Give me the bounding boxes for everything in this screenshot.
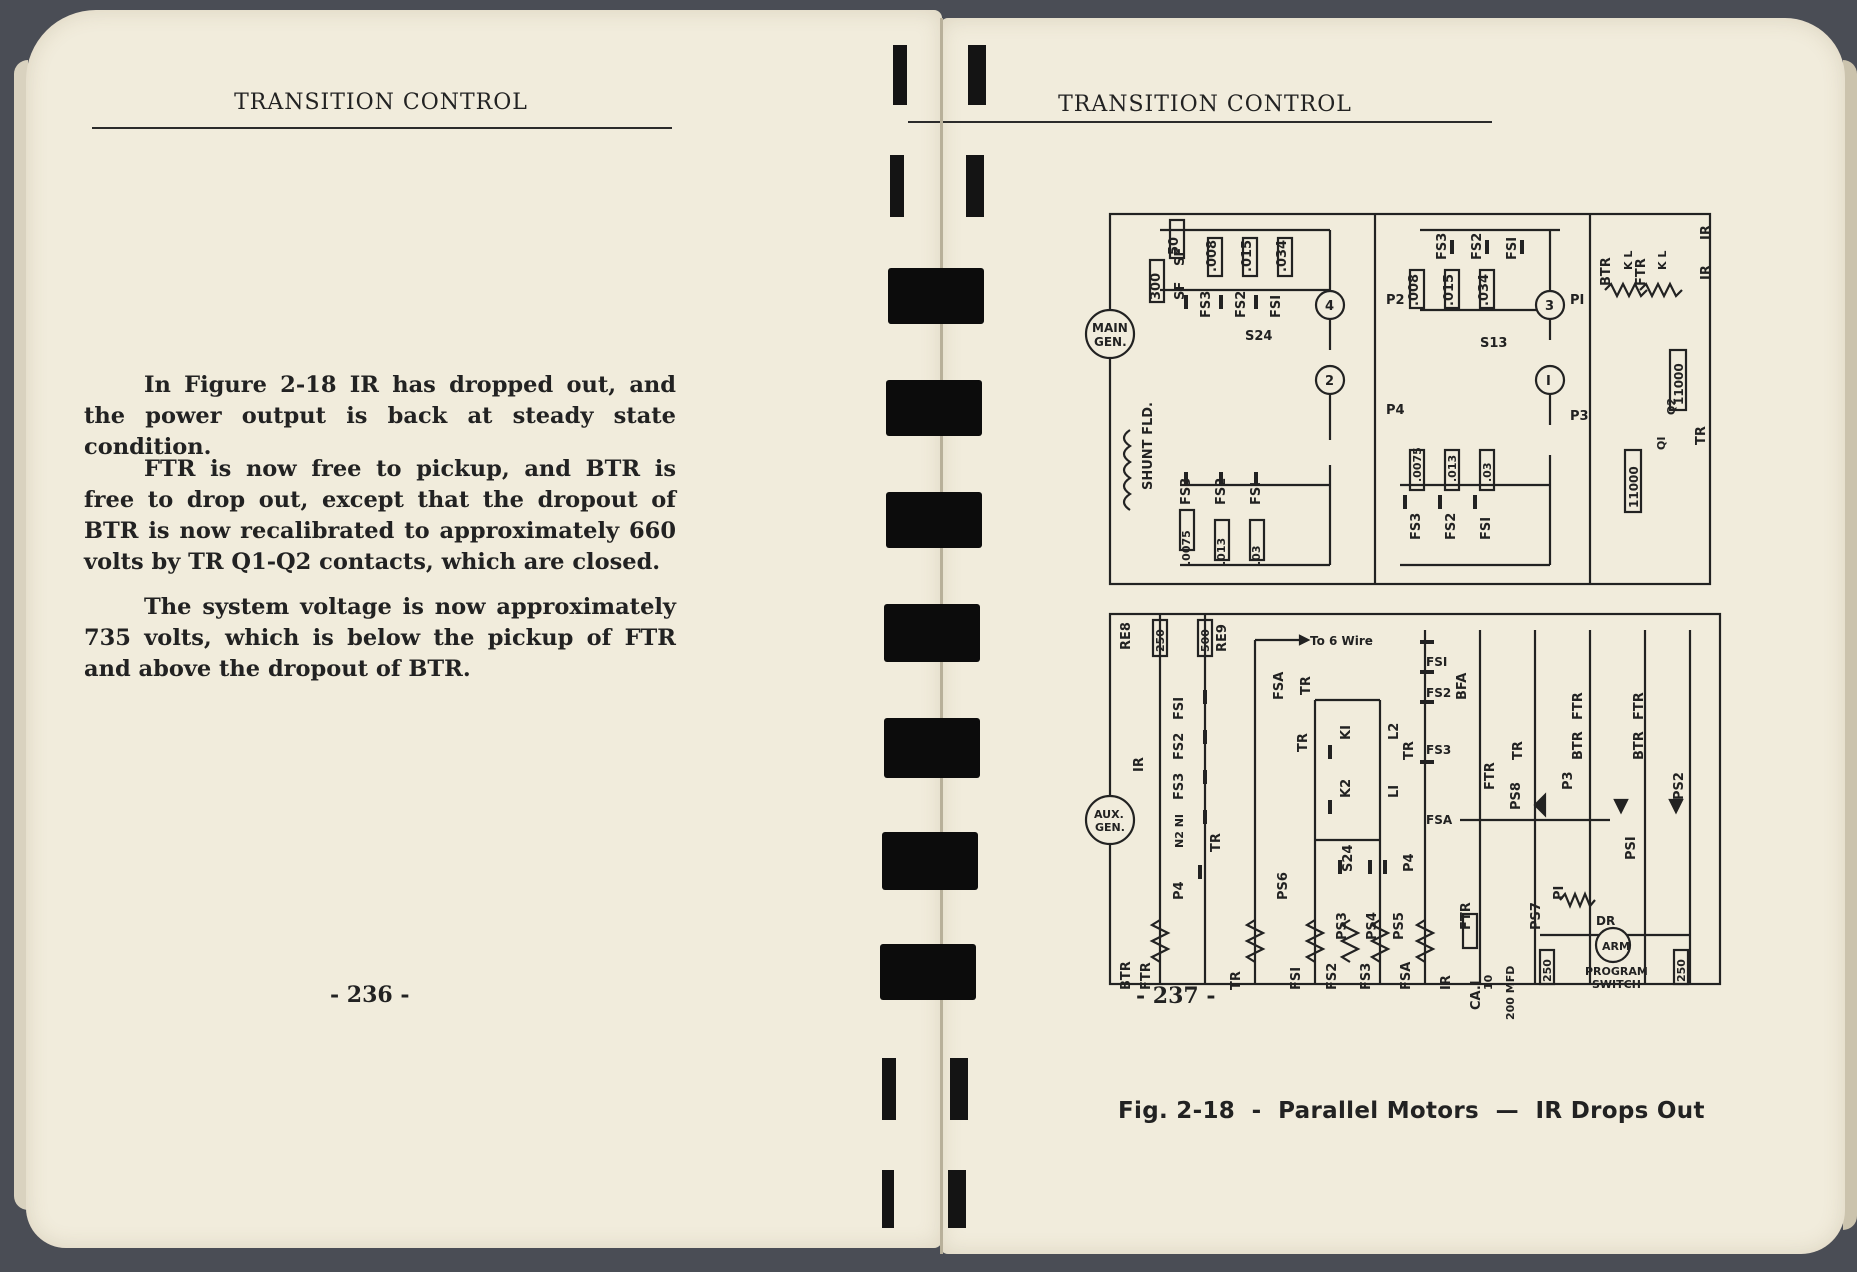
left-page	[26, 10, 942, 1248]
label-fs3-up: FS3	[1199, 290, 1214, 318]
binding-slot	[882, 1058, 896, 1120]
label-fsa-b: FSA	[1426, 813, 1453, 827]
label-p4-b: P4	[1172, 881, 1187, 900]
label-bfa: BFA	[1455, 672, 1470, 700]
label-s13: S13	[1480, 336, 1508, 351]
label-tr-up: TR	[1694, 426, 1709, 445]
label-q1: QI	[1655, 436, 1668, 450]
label-fs3-c: FS3	[1426, 743, 1452, 757]
parallel-motors-schematic	[1080, 200, 1740, 1070]
label-tr-g: TR	[1229, 971, 1244, 990]
label-fs2-c: FS2	[1426, 686, 1452, 700]
label-tr-f: TR	[1511, 741, 1526, 760]
label-to-6-wire: To 6 Wire	[1310, 634, 1373, 648]
label-ps8: PS8	[1509, 782, 1524, 810]
label-res-0075b: .0075	[1411, 447, 1424, 482]
binding-ring	[880, 944, 976, 1000]
label-ps2: PS2	[1672, 772, 1687, 800]
label-fs3-b: FS3	[1172, 772, 1187, 800]
label-ir-2: IR	[1699, 265, 1714, 280]
label-fs2-d: FS2	[1325, 962, 1340, 990]
label-sf-1: SF	[1173, 247, 1188, 266]
label-fs3-d: FS3	[1359, 962, 1374, 990]
label-fs2-low: FS2	[1214, 477, 1229, 505]
label-res-11000-b: 11000	[1627, 466, 1641, 508]
label-btr-c: BTR	[1632, 731, 1647, 760]
label-p4-c: P4	[1402, 853, 1417, 872]
label-l2: L2	[1387, 722, 1402, 740]
label-res-0075: .0075	[1180, 530, 1193, 565]
label-ps5: PS5	[1392, 912, 1407, 940]
label-fs3-low: FS3	[1179, 477, 1194, 505]
binding-slot	[893, 45, 907, 105]
label-ftr-e: FTR	[1459, 902, 1474, 930]
right-page-header: TRANSITION CONTROL	[1058, 92, 1352, 117]
label-ca1: CA.I	[1469, 980, 1484, 1010]
label-fs1-c: FSI	[1426, 655, 1448, 669]
label-p1: PI	[1570, 293, 1585, 308]
label-pi: PI	[1552, 885, 1567, 900]
binding-slot	[948, 1170, 966, 1228]
label-res-50: 50	[1167, 236, 1182, 255]
label-p4: P4	[1386, 403, 1405, 418]
binding-slot	[966, 155, 984, 217]
label-kl-2: K L	[1656, 250, 1669, 270]
label-main-gen-1: MAIN	[1092, 321, 1128, 335]
label-res-300: 300	[1149, 272, 1164, 300]
label-ps3: PS3	[1335, 912, 1350, 940]
page-number-left: - 236 -	[330, 982, 410, 1008]
label-re8: RE8	[1119, 622, 1134, 650]
label-ir-1: IR	[1699, 225, 1714, 240]
label-res-015: .015	[1240, 239, 1255, 272]
label-200mfd: 200 MFD	[1504, 965, 1517, 1020]
label-shunt-fld: SHUNT FLD.	[1141, 402, 1156, 490]
label-ftr-up: FTR	[1634, 258, 1649, 286]
label-fs1-up: FSI	[1269, 294, 1284, 318]
paragraph-2: FTR is now free to pickup, and BTR is free to drop out, except that the dropout of BTR is now recalibrated to approximately 660 volts by TR Q1-Q2 contacts, which are closed.	[84, 456, 676, 575]
label-fsa-a: FSA	[1272, 671, 1287, 700]
label-ps7: PS7	[1529, 902, 1544, 930]
label-ps6: PS6	[1276, 872, 1291, 900]
label-250-b: 250	[1541, 959, 1554, 982]
label-p2: P2	[1386, 293, 1405, 308]
label-motor-1: I	[1546, 374, 1551, 389]
label-res-03: .03	[1250, 545, 1263, 565]
label-fs1-up2: FSI	[1505, 236, 1520, 260]
label-res-03b: .03	[1481, 462, 1494, 482]
label-res-11000-a: 11000	[1672, 363, 1686, 405]
label-fs1-b: FSI	[1172, 696, 1187, 720]
label-res-013: .013	[1215, 537, 1228, 565]
label-res-015b: .015	[1442, 273, 1457, 306]
label-fs2-up: FS2	[1234, 290, 1249, 318]
label-fsa-c: FSA	[1399, 961, 1414, 990]
binding-ring	[886, 380, 982, 436]
label-res-013b: .013	[1446, 454, 1459, 482]
label-p3: P3	[1570, 409, 1589, 424]
label-motor-3: 3	[1545, 299, 1555, 314]
label-dr: DR	[1596, 914, 1616, 928]
label-fs2-b: FS2	[1172, 732, 1187, 760]
label-ftr-f: FTR	[1139, 962, 1154, 990]
label-motor-2: 2	[1325, 374, 1335, 389]
label-250-a: 250	[1154, 629, 1167, 652]
label-ftr-d: FTR	[1632, 692, 1647, 720]
left-page-header: TRANSITION CONTROL	[234, 90, 528, 115]
left-header-rule	[92, 127, 672, 129]
label-fs1-low2: FSI	[1479, 516, 1494, 540]
paragraph-1: In Figure 2-18 IR has dropped out, and the power output is back at steady state condition.	[84, 372, 676, 460]
label-btr-d: BTR	[1119, 961, 1134, 990]
binding-slot	[968, 45, 986, 105]
label-l1: LI	[1387, 784, 1402, 798]
binding-ring	[882, 832, 978, 890]
page-number-right: - 237 -	[1136, 983, 1216, 1009]
label-fs1-low: FSI	[1249, 481, 1264, 505]
label-kl-1: K L	[1622, 250, 1635, 270]
label-tr-c: TR	[1299, 676, 1314, 695]
binding-slot	[950, 1058, 968, 1120]
label-q2: Q2	[1665, 397, 1678, 415]
label-tr-e: TR	[1402, 741, 1417, 760]
label-p3-b: P3	[1561, 771, 1576, 790]
label-btr-up: BTR	[1599, 257, 1614, 286]
label-ps4: PS4	[1365, 912, 1380, 940]
label-n2n1: N2 NI	[1173, 814, 1186, 848]
label-res-034: .034	[1275, 239, 1290, 272]
label-250-c: 250	[1675, 959, 1688, 982]
label-fs2-low2: FS2	[1444, 512, 1459, 540]
label-switch: SWITCH	[1592, 978, 1641, 991]
label-s24: S24	[1245, 329, 1273, 344]
label-cap-10: 10	[1482, 974, 1495, 990]
label-tr-d: TR	[1296, 733, 1311, 752]
label-ftr-c: FTR	[1571, 692, 1586, 720]
label-fs2-up2: FS2	[1470, 232, 1485, 260]
binding-slot	[890, 155, 904, 217]
label-aux-gen-1: AUX.	[1094, 808, 1124, 821]
label-aux-gen-2: GEN.	[1095, 821, 1125, 834]
label-tr-b: TR	[1209, 833, 1224, 852]
binding-slot	[882, 1170, 894, 1228]
label-res-008b: .008	[1407, 273, 1422, 306]
label-ftr-b: FTR	[1483, 762, 1498, 790]
label-s24-b: S24	[1341, 844, 1356, 872]
label-fs3-low2: FS3	[1409, 512, 1424, 540]
paragraph-3: The system voltage is now approximately 735 volts, which is below the pickup of FTR and above the dropout of BTR.	[84, 594, 676, 682]
figure-caption: Fig. 2-18 - Parallel Motors — IR Drops Out	[1118, 1098, 1705, 1124]
label-k2: K2	[1339, 778, 1354, 798]
label-program: PROGRAM	[1585, 965, 1648, 978]
label-fs1-d: FSI	[1289, 966, 1304, 990]
page-stack-edge-right	[1843, 60, 1857, 1230]
label-ir-b: IR	[1132, 757, 1147, 772]
label-ir-c: IR	[1439, 975, 1454, 990]
label-res-008: .008	[1205, 239, 1220, 272]
binding-ring	[886, 492, 982, 548]
label-main-gen-2: GEN.	[1094, 335, 1127, 349]
label-btr-b: BTR	[1571, 731, 1586, 760]
label-ps1: PSI	[1624, 836, 1639, 860]
label-res-034b: .034	[1477, 273, 1492, 306]
binding-ring	[884, 718, 980, 778]
label-sf-2: SF	[1173, 281, 1188, 300]
label-motor-4: 4	[1325, 299, 1335, 314]
label-k1: KI	[1339, 725, 1354, 740]
label-re9: RE9	[1215, 624, 1230, 652]
right-header-rule	[908, 121, 1492, 123]
label-fs3-up2: FS3	[1435, 232, 1450, 260]
label-500: 500	[1199, 629, 1212, 652]
binding-ring	[884, 604, 980, 662]
binding-ring	[888, 268, 984, 324]
label-arm: ARM	[1602, 940, 1630, 953]
